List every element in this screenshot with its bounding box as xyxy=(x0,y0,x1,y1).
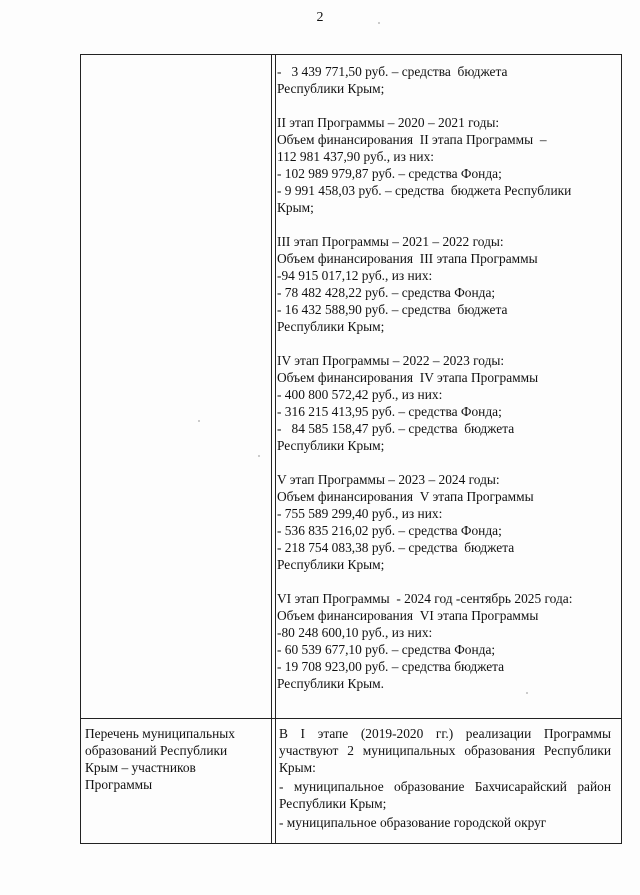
paragraph: - муниципальное образование городской округ xyxy=(279,815,547,830)
stage-line: Республики Крым; xyxy=(277,557,385,572)
stage-line: II этап Программы – 2020 – 2021 годы: xyxy=(277,115,500,130)
column-divider xyxy=(271,55,272,843)
stage-block xyxy=(277,114,617,216)
stage-block xyxy=(277,233,617,335)
page-number: 2 xyxy=(316,10,324,25)
stage-line: IV этап Программы – 2022 – 2023 годы: xyxy=(277,353,505,368)
stage-line: Республики Крым. xyxy=(277,676,384,691)
stage-line: Объем финансирования IV этапа Программы xyxy=(277,370,539,385)
stage-line: - 316 215 413,95 руб. – средства Фонда; xyxy=(277,404,502,419)
stage-line: Объем финансирования V этапа Программы xyxy=(277,489,534,504)
funding-stages xyxy=(277,63,617,709)
stage-line: Объем финансирования VI этапа Программы xyxy=(277,608,539,623)
stage-line: Объем финансирования III этапа Программы xyxy=(277,251,538,266)
label-line: Программы xyxy=(85,777,153,792)
stage-line: Республики Крым; xyxy=(277,319,385,334)
stage-line: Республики Крым; xyxy=(277,438,385,453)
municipalities-content xyxy=(279,725,611,833)
stage-line: - 755 589 299,40 руб., из них: xyxy=(277,506,443,521)
stage-line: -80 248 600,10 руб., из них: xyxy=(277,625,433,640)
label-line: Перечень муниципальных xyxy=(85,726,235,741)
scan-speck xyxy=(378,22,380,24)
program-table xyxy=(80,54,622,844)
scan-speck xyxy=(198,420,200,422)
stage-line: - 78 482 428,22 руб. – средства Фонда; xyxy=(277,285,496,300)
paragraph: В I этапе (2019-2020 гг.) реализации Программы участвуют 2 муниципальных образования Республики Крым: xyxy=(279,726,611,775)
stage-line: - 16 432 588,90 руб. – средства бюджета xyxy=(277,302,508,317)
stage-line: III этап Программы – 2021 – 2022 годы: xyxy=(277,234,504,249)
stage-line: Крым; xyxy=(277,200,314,215)
row-divider xyxy=(81,718,621,719)
municipalities-label xyxy=(85,725,265,793)
stage-line: - 400 800 572,42 руб., из них: xyxy=(277,387,443,402)
stage-block xyxy=(277,63,617,97)
label-line: Крым – участников xyxy=(85,760,196,775)
stage-line: - 60 539 677,10 руб. – средства Фонда; xyxy=(277,642,496,657)
stage-line: - 19 708 923,00 руб. – средства бюджета xyxy=(277,659,505,674)
paragraph: - муниципальное образование Бахчисарайский район Республики Крым; xyxy=(279,779,611,811)
stage-line: V этап Программы – 2023 – 2024 годы: xyxy=(277,472,500,487)
column-divider-double xyxy=(275,55,276,843)
scan-speck xyxy=(526,692,528,694)
stage-line: - 102 989 979,87 руб. – средства Фонда; xyxy=(277,166,502,181)
stage-line: - 9 991 458,03 руб. – средства бюджета Республики xyxy=(277,183,572,198)
stage-line: 112 981 437,90 руб., из них: xyxy=(277,149,434,164)
stage-line: - 218 754 083,38 руб. – средства бюджета xyxy=(277,540,515,555)
stage-line: - 3 439 771,50 руб. – средства бюджета xyxy=(277,64,508,79)
stage-line: - 84 585 158,47 руб. – средства бюджета xyxy=(277,421,515,436)
stage-line: VI этап Программы - 2024 год -сентябрь 2025 года: xyxy=(277,591,573,606)
stage-line: -94 915 017,12 руб., из них: xyxy=(277,268,433,283)
stage-block xyxy=(277,352,617,454)
stage-block xyxy=(277,471,617,573)
label-line: образований Республики xyxy=(85,743,228,758)
stage-line: Республики Крым; xyxy=(277,81,385,96)
stage-line: - 536 835 216,02 руб. – средства Фонда; xyxy=(277,523,502,538)
stage-block xyxy=(277,590,617,692)
scan-speck xyxy=(258,455,260,457)
stage-line: Объем финансирования II этапа Программы – xyxy=(277,132,547,147)
